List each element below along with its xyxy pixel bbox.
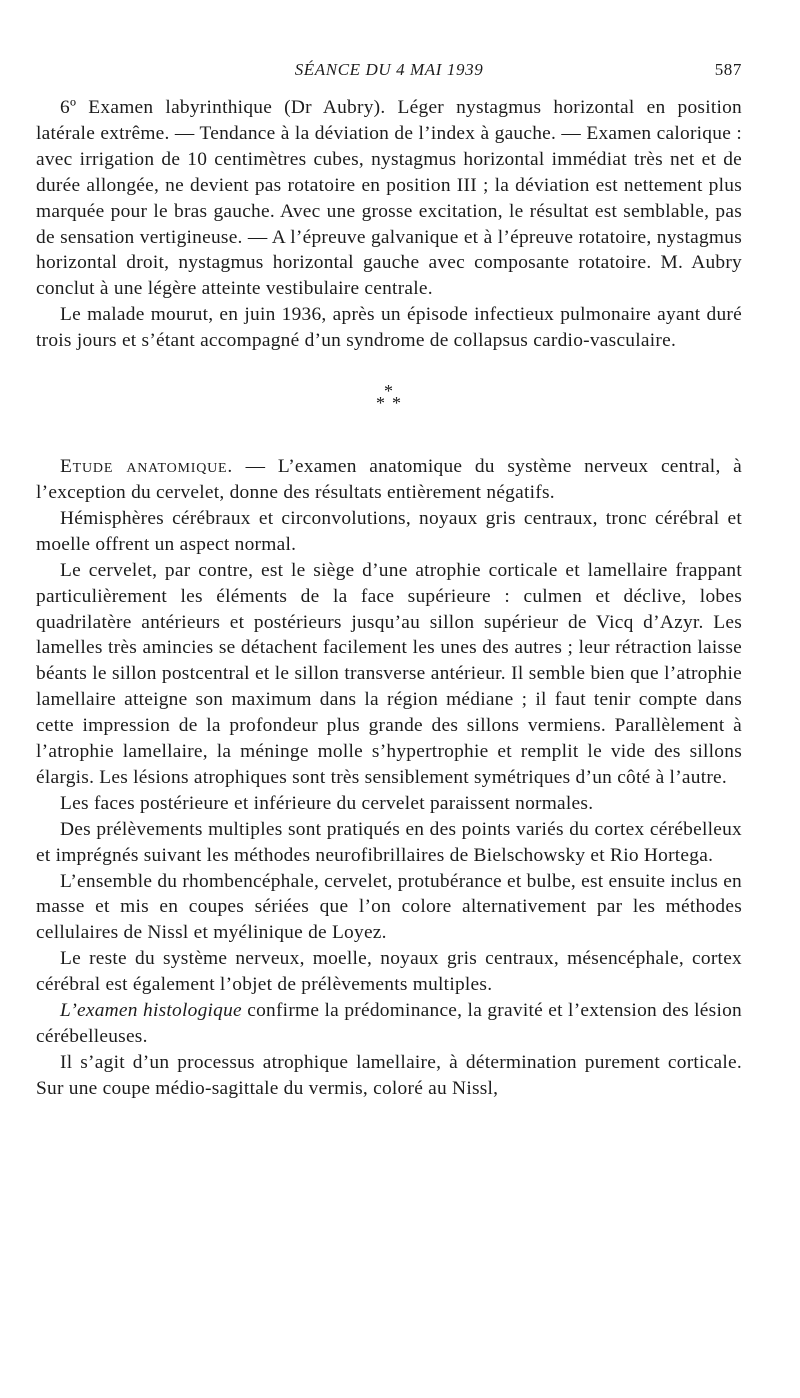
paragraph-atrophic-process: Il s’agit d’un processus atrophique lamellaire, à détermination purement corticale. Sur une coupe médio-sagittale du vermis, coloré au Nissl, — [36, 1051, 742, 1099]
page-number: 587 — [714, 60, 742, 79]
body-text — [36, 95, 742, 1102]
paragraph-hemispheres: Hémisphères cérébraux et circonvolutions, noyaux gris centraux, tronc cérébral et moelle offrent un aspect normal. — [36, 507, 742, 555]
asterisk-right: * — [392, 393, 402, 414]
running-title: SÉANCE DU 4 MAI 1939 — [294, 60, 484, 79]
asterisk-top: * — [384, 381, 394, 402]
paragraph-posterior-faces: Les faces postérieure et inférieure du cervelet paraissent normales. — [60, 792, 594, 814]
paragraph-histology — [36, 998, 742, 1050]
histology-italic: L’examen histologique — [60, 1000, 242, 1022]
section-separator — [36, 354, 742, 454]
paragraph-anatomical-study — [36, 454, 742, 506]
paragraph-labyrinth-exam: 6º Examen labyrinthique (Dr Aubry). Léger nystagmus horizontal en position latérale extrême. — Tendance à la déviation de l’index à gauche. — Examen calorique : avec irrigation de 10 centimètres cubes, nystagmus horizontal immédiat très net et de durée allongée, ne devient pas rotatoire en position III ; la déviation est nettement plus marquée pour le bras gauche. Avec une grosse excitation, le résultat est semblable, pas de sensation vertigineuse. — A l’épreuve galvanique et à l’épreuve rotatoire, nystagmus horizontal droit, nystagmus horizontal gauche avec composante rotatoire. M. Aubry conclut à une légère atteinte vestibulaire centrale. — [36, 97, 742, 300]
section-intro: — L’examen anatomique du système nerveux central, à l’exception du cervelet, donne des résultats entièrement négatifs. — [36, 456, 742, 503]
paragraph-death: Le malade mourut, en juin 1936, après un épisode infectieux pulmonaire ayant duré trois jours et s’étant accompagné d’un syndrome de collapsus cardio-vasculaire. — [36, 304, 742, 352]
section-heading: Etude anatomique. — [60, 456, 234, 478]
histology-text: confirme la prédominance, la gravité et l’extension des lésion cérébelleuses. — [36, 1000, 742, 1047]
paragraph-rhombencephalon: L’ensemble du rhombencéphale, cervelet, protubérance et bulbe, est ensuite inclus en masse et mis en coupes sériées que l’on colore alternativement par les méthodes cellulaires de Nissl et myélinique de Loyez. — [36, 870, 743, 944]
asterisk-left: * — [376, 393, 386, 414]
paragraph-samples: Des prélèvements multiples sont pratiqués en des points variés du cortex cérébelleux et imprégnés suivant les méthodes neurofibrillaires de Bielschowsky et Rio Hortega. — [36, 818, 742, 866]
running-header — [36, 60, 742, 88]
paragraph-cerebellum: Le cervelet, par contre, est le siège d’une atrophie corticale et lamellaire frappant particulièrement les éléments de la face supérieure : culmen et déclive, lobes quadrilatère antérieurs et postérieurs jusqu’au sillon supérieur de Vicq d’Azyr. Les lamelles très amincies se détachent facilement les unes des autres ; leur rétraction laisse béants le sillon postcentral et le sillon transverse antérieur. Il semble bien que l’atrophie lamellaire atteigne son maximum dans la région médiane ; il faut tenir compte dans cette impression de la profondeur plus grande des sillons vermiens. Parallèlement à l’atrophie lamellaire, la méninge molle s’hypertrophie et remplit le vide des sillons élargis. Les lésions atrophiques sont très sensiblement symétriques d’un côté à l’autre. — [36, 559, 742, 788]
paragraph-rest-nervous-system: Le reste du système nerveux, moelle, noyaux gris centraux, mésencéphale, cortex cérébral est également l’objet de prélèvements multiples. — [36, 948, 742, 996]
